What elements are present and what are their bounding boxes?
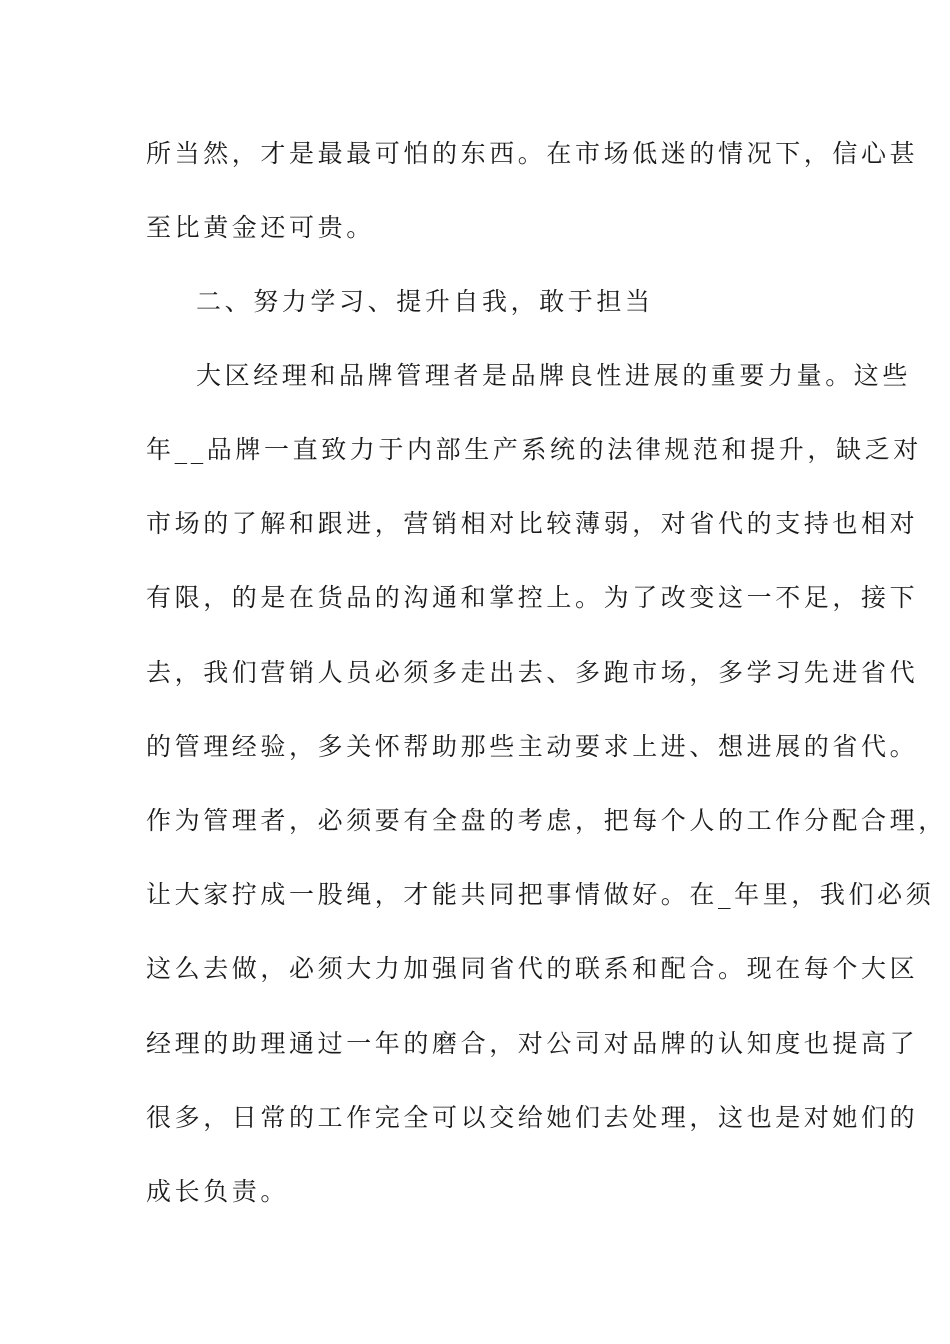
- text-line: 至比黄金还可贵。: [146, 213, 375, 242]
- text-line: 作为管理者，必须要有全盘的考虑，把每个人的工作分配合理，: [146, 806, 947, 835]
- text-line: 去，我们营销人员必须多走出去、多跑市场，多学习先进省代: [146, 658, 919, 687]
- text-line: 有限，的是在货品的沟通和掌控上。为了改变这一不足，接下: [146, 583, 919, 612]
- section-heading: 二、努力学习、提升自我，敢于担当: [196, 287, 654, 316]
- text-line: 经理的助理通过一年的磨合，对公司对品牌的认知度也提高了: [146, 1029, 919, 1058]
- text-line: 成长负责。: [146, 1177, 290, 1206]
- text-line: 很多，日常的工作完全可以交给她们去处理，这也是对她们的: [146, 1103, 919, 1132]
- text-line: 的管理经验，多关怀帮助那些主动要求上进、想进展的省代。: [146, 732, 919, 761]
- text-line: 大区经理和品牌管理者是品牌良性进展的重要力量。这些: [196, 361, 912, 390]
- text-line: 市场的了解和跟进，营销相对比较薄弱，对省代的支持也相对: [146, 509, 919, 538]
- text-line: 所当然，才是最最可怕的东西。在市场低迷的情况下，信心甚: [146, 139, 919, 168]
- text-line: 这么去做，必须大力加强同省代的联系和配合。现在每个大区: [146, 954, 919, 983]
- text-line: 让大家拧成一股绳，才能共同把事情做好。在_年里，我们必须: [146, 880, 935, 909]
- text-line: 年__品牌一直致力于内部生产系统的法律规范和提升，缺乏对: [146, 435, 922, 464]
